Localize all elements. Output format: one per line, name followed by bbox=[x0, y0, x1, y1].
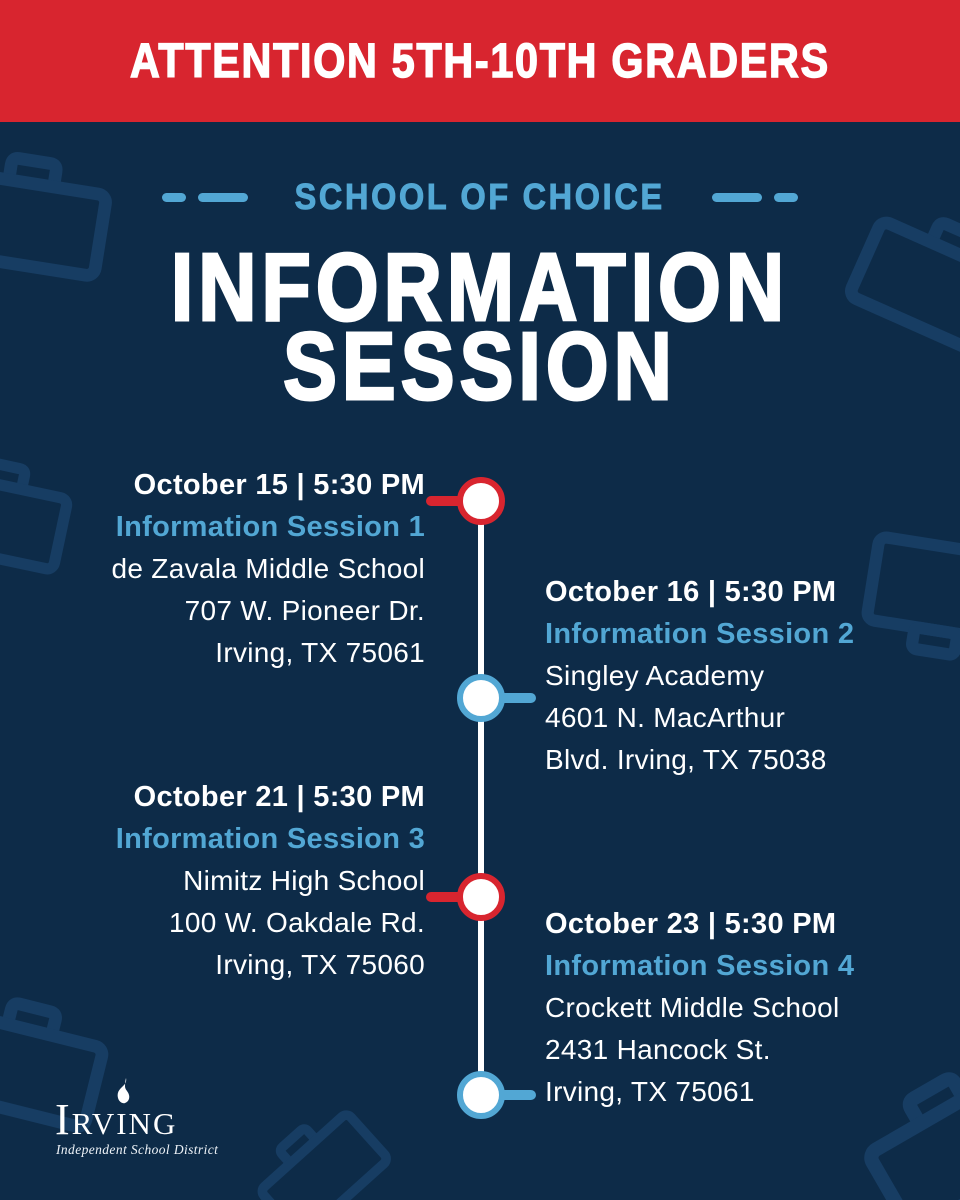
session-location: de Zavala Middle School bbox=[111, 553, 425, 584]
banner-text: ATTENTION 5TH-10TH GRADERS bbox=[130, 34, 830, 88]
session-name: Information Session 4 bbox=[545, 950, 855, 982]
session-address: Irving, TX 75061 bbox=[215, 637, 425, 668]
page-title bbox=[0, 234, 960, 420]
session-location: Nimitz High School bbox=[183, 865, 425, 896]
session-address: Irving, TX 75060 bbox=[215, 949, 425, 980]
dash-decoration bbox=[162, 193, 186, 202]
session-card-4 bbox=[545, 903, 945, 1113]
session-address: 2431 Hancock St. bbox=[545, 1034, 771, 1065]
timeline-line bbox=[478, 500, 484, 1096]
dash-decoration bbox=[712, 193, 762, 202]
dash-decoration bbox=[198, 193, 248, 202]
session-datetime: October 23 | 5:30 PM bbox=[545, 908, 837, 940]
attention-banner bbox=[0, 0, 960, 122]
session-datetime: October 21 | 5:30 PM bbox=[133, 781, 425, 813]
timeline-node-2 bbox=[457, 674, 505, 722]
logo-tagline: Independent School District bbox=[56, 1142, 219, 1157]
briefcase-icon bbox=[236, 1087, 398, 1200]
session-datetime: October 15 | 5:30 PM bbox=[133, 469, 425, 501]
session-address: 4601 N. MacArthur bbox=[545, 702, 786, 733]
session-address: Irving, TX 75061 bbox=[545, 1076, 755, 1107]
timeline-node-1 bbox=[457, 477, 505, 525]
session-name: Information Session 3 bbox=[115, 823, 425, 855]
session-card-3 bbox=[25, 776, 425, 986]
eyebrow-text: SCHOOL OF CHOICE bbox=[294, 176, 666, 217]
dash-decoration bbox=[774, 193, 798, 202]
session-location: Crockett Middle School bbox=[545, 992, 840, 1023]
session-address: 707 W. Pioneer Dr. bbox=[184, 595, 425, 626]
timeline-node-4 bbox=[457, 1071, 505, 1119]
session-address: Blvd. Irving, TX 75038 bbox=[545, 744, 827, 775]
title-line-2: SESSION bbox=[283, 313, 677, 420]
session-address: 100 W. Oakdale Rd. bbox=[169, 907, 425, 938]
session-name: Information Session 1 bbox=[115, 511, 425, 543]
session-card-1 bbox=[25, 464, 425, 674]
title-line-1: INFORMATION bbox=[170, 234, 790, 341]
session-name: Information Session 2 bbox=[545, 618, 855, 650]
session-datetime: October 16 | 5:30 PM bbox=[545, 576, 837, 608]
session-location: Singley Academy bbox=[545, 660, 765, 691]
timeline-node-3 bbox=[457, 873, 505, 921]
eyebrow-row bbox=[0, 172, 960, 222]
logo-name: Irving bbox=[55, 1095, 178, 1144]
session-card-2 bbox=[545, 571, 945, 781]
